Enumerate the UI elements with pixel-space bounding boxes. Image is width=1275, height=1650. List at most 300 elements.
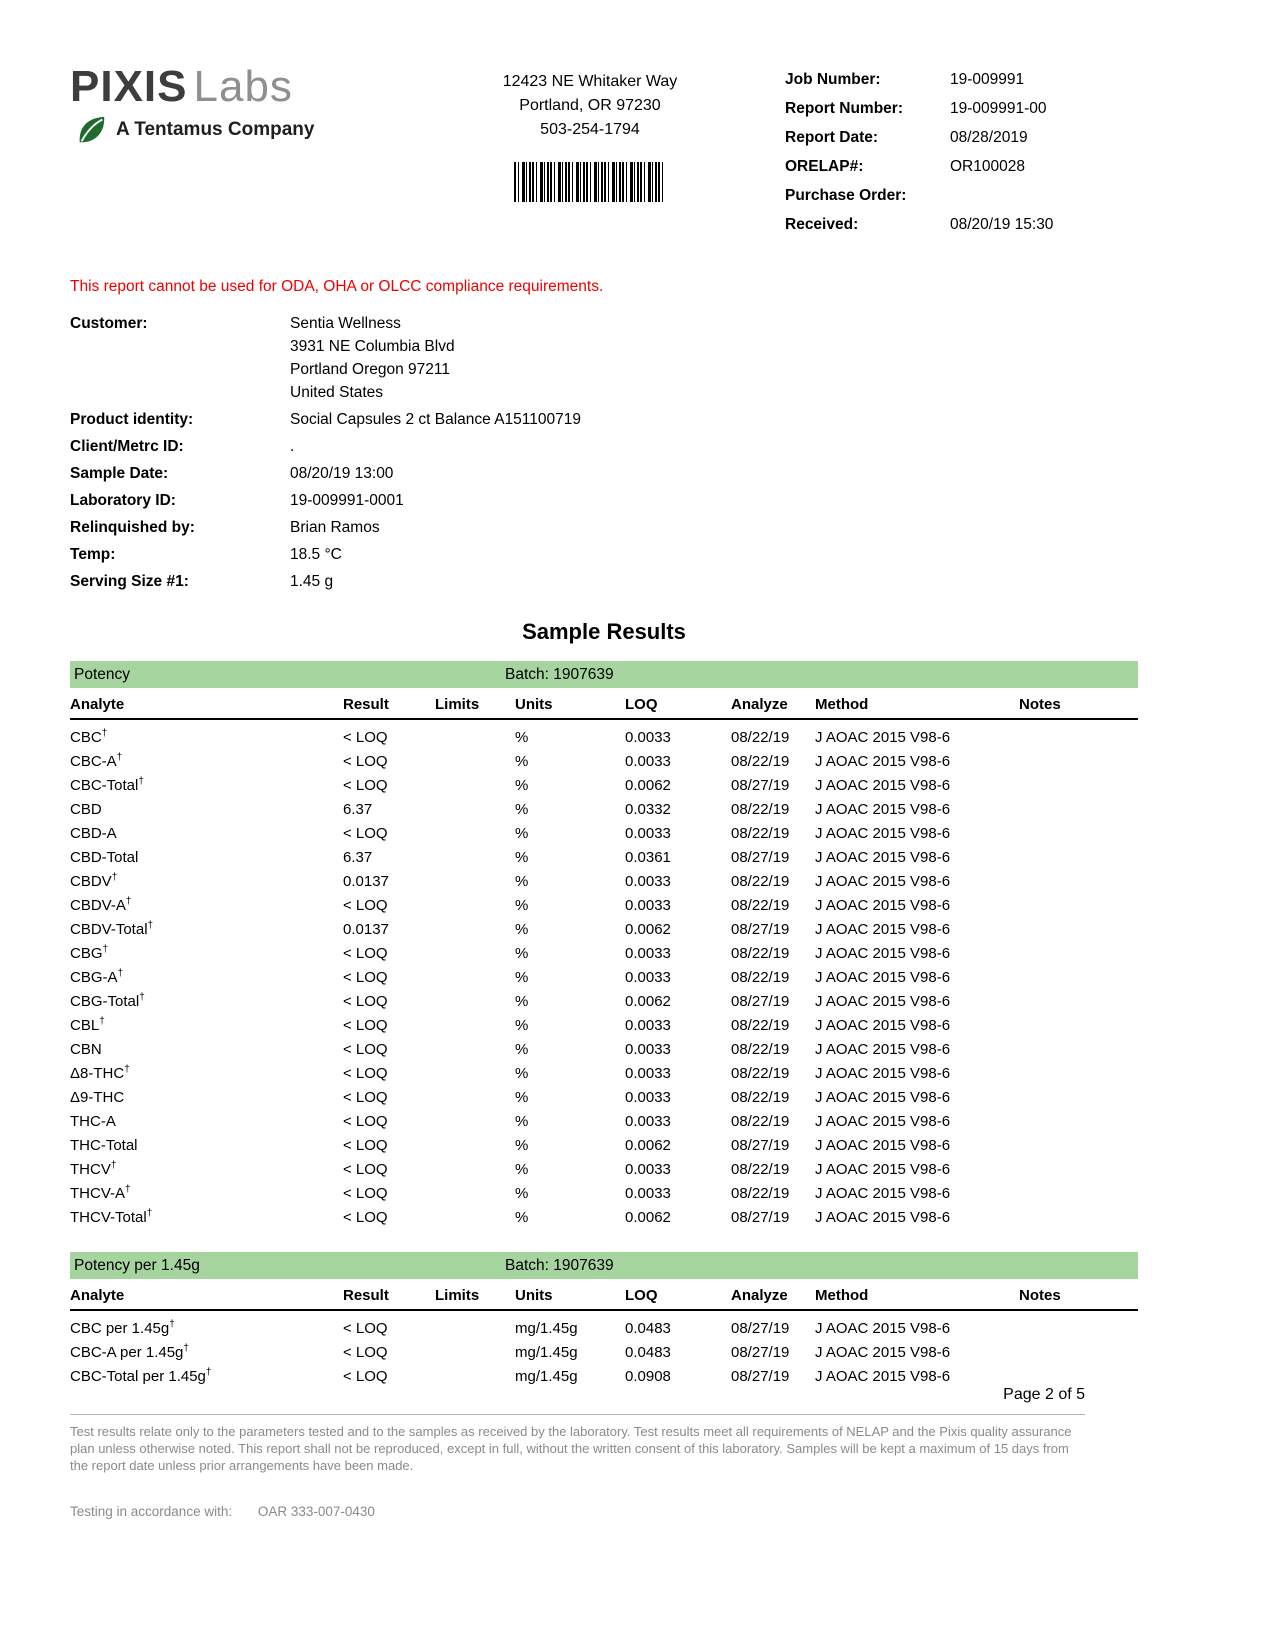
field-label: ORELAP#: [785,158,864,175]
table-cell: < LOQ [343,825,388,842]
column-header-units: Units [515,690,625,719]
accordance-value: OAR 333-007-0430 [257,1504,375,1519]
table-cell: J AOAC 2015 V98-6 [815,945,951,962]
table-cell: % [515,777,529,794]
field-label: Laboratory ID: [70,492,176,509]
table-row [70,894,1138,918]
table-cell: CBC-A† [70,752,123,770]
table-cell: J AOAC 2015 V98-6 [815,1017,951,1034]
table-cell: J AOAC 2015 V98-6 [815,1161,951,1178]
table-cell: J AOAC 2015 V98-6 [815,1368,951,1385]
table-cell: 0.0033 [625,1185,671,1202]
table-row [70,1110,1138,1134]
table-cell: % [515,921,529,938]
table-cell [1019,918,1138,942]
table-row [70,846,1138,870]
table-cell [435,1341,515,1365]
table-cell: < LOQ [343,1137,388,1154]
table-cell [435,990,515,1014]
table-cell: 08/22/19 [731,753,790,770]
table-row [70,1086,1138,1110]
table-cell: 08/27/19 [731,1344,790,1361]
field-row [785,186,1205,206]
table-cell [435,822,515,846]
table-cell: 08/27/19 [731,849,790,866]
table-cell: < LOQ [343,1089,388,1106]
table-cell: % [515,993,529,1010]
column-header-method: Method [815,1281,1019,1310]
table-cell: % [515,1209,529,1226]
table-cell: % [515,1161,529,1178]
field-row [785,70,1205,90]
report-meta-block [785,58,1205,244]
report-header [70,58,1205,244]
table-cell: 0.0033 [625,1041,671,1058]
table-title: Potency [74,666,131,683]
table-cell: J AOAC 2015 V98-6 [815,1320,951,1337]
table-cell: % [515,897,529,914]
field-value [290,489,404,512]
table-cell: mg/1.45g [515,1368,578,1385]
table-cell: 08/22/19 [731,1041,790,1058]
table-row [70,750,1138,774]
table-cell: J AOAC 2015 V98-6 [815,873,951,890]
sample-info-block [70,312,1205,593]
table-cell: 0.0033 [625,873,671,890]
field-value [950,215,1053,235]
table-cell: % [515,1113,529,1130]
table-cell: 08/22/19 [731,1161,790,1178]
table-cell [435,726,515,750]
address-phone: 503-254-1794 [540,121,640,138]
field-row [785,157,1205,177]
table-cell: 08/27/19 [731,921,790,938]
table-cell [435,1317,515,1341]
column-header-analyze: Analyze [731,690,815,719]
table-cell [1019,798,1138,822]
field-value [290,462,393,485]
potency-per-serving-band [70,1252,1138,1279]
table-row [70,774,1138,798]
table-row [70,990,1138,1014]
field-row [70,489,1205,512]
table-cell: J AOAC 2015 V98-6 [815,921,951,938]
field-value [950,157,1025,177]
table-cell: 0.0062 [625,993,671,1010]
field-value-line: Sentia Wellness [290,315,401,332]
field-value [950,70,1024,90]
table-cell: % [515,969,529,986]
brand-suffix: Labs [193,62,293,111]
table-cell: 0.0062 [625,1137,671,1154]
column-header-limits: Limits [435,690,515,719]
field-value-line: 19-009991-00 [950,100,1047,117]
brand-tagline: A Tentamus Company [116,119,315,140]
field-row [70,462,1205,485]
table-cell: J AOAC 2015 V98-6 [815,801,951,818]
table-cell: 08/27/19 [731,1368,790,1385]
table-cell: < LOQ [343,729,388,746]
section-title: Sample Results [522,619,686,644]
table-cell [1019,822,1138,846]
table-cell [1019,1341,1138,1365]
pixis-logo [70,58,430,146]
table-cell: < LOQ [343,897,388,914]
field-value-line: 08/28/2019 [950,129,1028,146]
table-row [70,822,1138,846]
field-row [785,215,1205,235]
table-cell [435,1182,515,1206]
table-cell: CBN [70,1041,102,1058]
table-cell: < LOQ [343,1185,388,1202]
table-cell: 0.0033 [625,1161,671,1178]
table-cell: CBG† [70,944,109,962]
column-header-result: Result [343,690,435,719]
table-cell: 0.0361 [625,849,671,866]
table-cell: < LOQ [343,777,388,794]
table-cell: % [515,873,529,890]
field-row [70,312,1205,404]
table-cell: J AOAC 2015 V98-6 [815,753,951,770]
table-cell: 08/27/19 [731,993,790,1010]
table-cell [1019,1038,1138,1062]
column-header-analyte: Analyte [70,690,343,719]
field-value-line: 18.5 °C [290,546,342,563]
brand-name: PIXIS [70,62,188,111]
table-cell: J AOAC 2015 V98-6 [815,993,951,1010]
table-cell [435,966,515,990]
table-batch: Batch: 1907639 [505,666,614,683]
column-header-loq: LOQ [625,690,731,719]
field-value [950,128,1028,148]
table-cell [435,846,515,870]
table-row [70,1038,1138,1062]
page-number: Page 2 of 5 [1003,1386,1085,1403]
table-cell: 08/22/19 [731,1185,790,1202]
field-label: Report Date: [785,129,879,146]
table-cell: THCV-A† [70,1184,131,1202]
table-cell: 6.37 [343,849,373,866]
table-cell: % [515,1065,529,1082]
table-cell: 08/27/19 [731,1137,790,1154]
potency-per-serving-table [70,1281,1138,1389]
table-cell: 0.0033 [625,945,671,962]
table-cell: 08/22/19 [731,729,790,746]
table-cell: < LOQ [343,753,388,770]
table-cell: % [515,945,529,962]
table-cell: 0.0033 [625,1089,671,1106]
table-cell [1019,774,1138,798]
table-cell: % [515,753,529,770]
table-cell: 0.0062 [625,777,671,794]
table-cell: % [515,1041,529,1058]
table-cell [1019,1062,1138,1086]
lab-address-block [430,58,750,202]
field-label: Relinquished by: [70,519,195,536]
table-cell: < LOQ [343,1344,388,1361]
table-cell: 08/22/19 [731,897,790,914]
address-line-2: Portland, OR 97230 [519,97,661,114]
table-cell [1019,1086,1138,1110]
table-cell: % [515,1089,529,1106]
table-cell: 08/22/19 [731,825,790,842]
field-value [290,543,342,566]
table-cell [435,1086,515,1110]
field-value-line: 08/20/19 15:30 [950,216,1054,233]
potency-per-serving-table-section [70,1252,1138,1389]
table-cell: Δ8-THC† [70,1064,130,1082]
table-cell: 0.0033 [625,897,671,914]
table-cell [1019,966,1138,990]
potency-table-section [70,661,1138,1230]
field-row [70,435,1205,458]
table-cell [1019,1158,1138,1182]
table-cell: THCV† [70,1160,117,1178]
table-cell [435,1014,515,1038]
column-header-method: Method [815,690,1019,719]
table-cell: J AOAC 2015 V98-6 [815,1185,951,1202]
table-cell: mg/1.45g [515,1320,578,1337]
field-row [785,99,1205,119]
table-cell: % [515,801,529,818]
table-cell: 6.37 [343,801,373,818]
table-row [70,1062,1138,1086]
field-label: Job Number: [785,71,881,88]
table-cell: 0.0908 [625,1368,671,1385]
table-cell: 0.0033 [625,1017,671,1034]
table-row [70,1182,1138,1206]
table-cell: % [515,825,529,842]
table-cell: CBC per 1.45g† [70,1319,175,1337]
column-header-limits: Limits [435,1281,515,1310]
potency-per-serving-table-body [70,1310,1138,1389]
field-label: Temp: [70,546,116,563]
table-batch: Batch: 1907639 [505,1257,614,1274]
table-cell: 08/22/19 [731,873,790,890]
accordance-label: Testing in accordance with: [70,1504,233,1519]
table-cell: CBG-Total† [70,992,145,1010]
field-value-line: 19-009991 [950,71,1025,88]
field-label: Received: [785,216,859,233]
table-cell: THC-Total [70,1137,138,1154]
column-header-result: Result [343,1281,435,1310]
table-cell: % [515,1017,529,1034]
table-cell: CBD [70,801,102,818]
field-value-line: 1.45 g [290,573,334,590]
table-cell: CBG-A† [70,968,124,986]
table-cell [435,1110,515,1134]
table-cell: 0.0137 [343,873,389,890]
table-cell: CBDV† [70,872,118,890]
table-cell: % [515,729,529,746]
table-cell: 08/22/19 [731,1017,790,1034]
field-value-line: . [290,438,295,455]
field-value-line: 08/20/19 13:00 [290,465,394,482]
table-cell: 0.0033 [625,825,671,842]
table-cell: < LOQ [343,1368,388,1385]
table-row [70,1317,1138,1341]
table-cell [435,870,515,894]
table-cell [435,918,515,942]
table-cell: J AOAC 2015 V98-6 [815,969,951,986]
field-value-line: United States [290,384,384,401]
table-cell: CBC-A per 1.45g† [70,1343,189,1361]
table-cell: 08/27/19 [731,1320,790,1337]
table-cell: 0.0033 [625,969,671,986]
field-value-line: 3931 NE Columbia Blvd [290,338,455,355]
table-cell [1019,1110,1138,1134]
table-cell [1019,1182,1138,1206]
field-value [290,312,455,404]
table-row [70,870,1138,894]
table-cell: THC-A [70,1113,116,1130]
table-cell: THCV-Total† [70,1208,153,1226]
table-cell: J AOAC 2015 V98-6 [815,1041,951,1058]
table-cell [1019,1206,1138,1230]
field-value-line: OR100028 [950,158,1025,175]
column-header-loq: LOQ [625,1281,731,1310]
table-cell [435,750,515,774]
field-label: Client/Metrc ID: [70,438,184,455]
table-cell: % [515,1137,529,1154]
brand-tagline-row [70,114,430,146]
table-cell: 08/22/19 [731,1113,790,1130]
field-value [950,99,1047,119]
table-cell: CBC-Total† [70,776,144,794]
field-row [70,516,1205,539]
field-label: Purchase Order: [785,187,907,204]
table-cell [435,1206,515,1230]
table-cell: % [515,1185,529,1202]
field-value [290,570,333,593]
table-cell: 0.0137 [343,921,389,938]
table-cell: 0.0332 [625,801,671,818]
address-line-1: 12423 NE Whitaker Way [502,73,678,90]
table-cell: J AOAC 2015 V98-6 [815,777,951,794]
table-cell: 0.0483 [625,1320,671,1337]
table-cell [435,1062,515,1086]
table-cell [435,1134,515,1158]
table-cell: mg/1.45g [515,1344,578,1361]
table-cell: 0.0483 [625,1344,671,1361]
table-cell: < LOQ [343,1113,388,1130]
table-cell: < LOQ [343,1041,388,1058]
table-cell [1019,894,1138,918]
table-row [70,726,1138,750]
potency-table [70,690,1138,1230]
table-cell [435,1038,515,1062]
table-cell [1019,990,1138,1014]
table-cell: 08/27/19 [731,777,790,794]
field-label: Customer: [70,315,148,332]
table-cell: J AOAC 2015 V98-6 [815,1065,951,1082]
table-header-row [70,690,1138,719]
table-row [70,798,1138,822]
table-cell: 0.0033 [625,1113,671,1130]
compliance-notice: This report cannot be used for ODA, OHA or OLCC compliance requirements. [70,278,604,295]
table-cell: 08/22/19 [731,969,790,986]
table-cell: 0.0062 [625,921,671,938]
field-row [785,128,1205,148]
table-cell [435,798,515,822]
table-row [70,1014,1138,1038]
column-header-analyze: Analyze [731,1281,815,1310]
field-label: Sample Date: [70,465,169,482]
table-cell: < LOQ [343,1320,388,1337]
brand-wordmark [70,64,430,110]
table-row [70,966,1138,990]
field-value-line: 19-009991-0001 [290,492,404,509]
table-cell [435,1158,515,1182]
column-header-notes: Notes [1019,690,1138,719]
table-cell: Δ9-THC [70,1089,125,1106]
table-cell: < LOQ [343,993,388,1010]
table-cell: 08/22/19 [731,801,790,818]
table-cell: J AOAC 2015 V98-6 [815,1113,951,1130]
table-cell: % [515,849,529,866]
table-cell [1019,942,1138,966]
table-cell [1019,1317,1138,1341]
table-cell [1019,1014,1138,1038]
field-row [70,543,1205,566]
field-value-line: Brian Ramos [290,519,380,536]
table-cell: J AOAC 2015 V98-6 [815,1089,951,1106]
field-row [70,570,1205,593]
column-header-notes: Notes [1019,1281,1138,1310]
table-cell: J AOAC 2015 V98-6 [815,1137,951,1154]
table-cell: 0.0033 [625,1065,671,1082]
table-row [70,1341,1138,1365]
table-cell: 08/22/19 [731,1065,790,1082]
table-cell: < LOQ [343,1065,388,1082]
table-cell [435,774,515,798]
table-row [70,1158,1138,1182]
table-cell: 08/22/19 [731,945,790,962]
table-cell: CBC-Total per 1.45g† [70,1367,212,1385]
table-cell [1019,750,1138,774]
table-cell [1019,726,1138,750]
field-label: Report Number: [785,100,903,117]
table-cell [435,894,515,918]
table-cell: J AOAC 2015 V98-6 [815,897,951,914]
table-cell: J AOAC 2015 V98-6 [815,1209,951,1226]
leaf-icon [74,114,108,146]
table-cell: CBD-Total [70,849,139,866]
column-header-units: Units [515,1281,625,1310]
table-cell: 08/27/19 [731,1209,790,1226]
table-row [70,1134,1138,1158]
field-label: Serving Size #1: [70,573,189,590]
report-footer [70,1386,1085,1519]
table-cell: CBDV-Total† [70,920,154,938]
table-cell: < LOQ [343,1017,388,1034]
table-cell [435,942,515,966]
column-header-analyte: Analyte [70,1281,343,1310]
table-row [70,942,1138,966]
table-cell: 0.0062 [625,1209,671,1226]
table-cell: 0.0033 [625,753,671,770]
disclaimer-text: Test results relate only to the parameters tested and to the samples as received by the laboratory. Test results meet all requirements of NELAP and the Pixis quality assurance plan unless otherwise noted. This report shall not be reproduced, except in full, without the written consent of this laboratory. Samples will be kept a maximum of 15 days from the report date unless prior arrangements have been made. [70,1414,1085,1474]
table-cell: J AOAC 2015 V98-6 [815,729,951,746]
potency-table-body [70,719,1138,1230]
table-cell: 0.0033 [625,729,671,746]
table-cell: CBD-A [70,825,117,842]
field-value [290,435,294,458]
barcode-image [514,162,666,202]
table-title: Potency per 1.45g [74,1257,200,1274]
field-value-line: Portland Oregon 97211 [290,361,450,378]
table-row [70,918,1138,942]
